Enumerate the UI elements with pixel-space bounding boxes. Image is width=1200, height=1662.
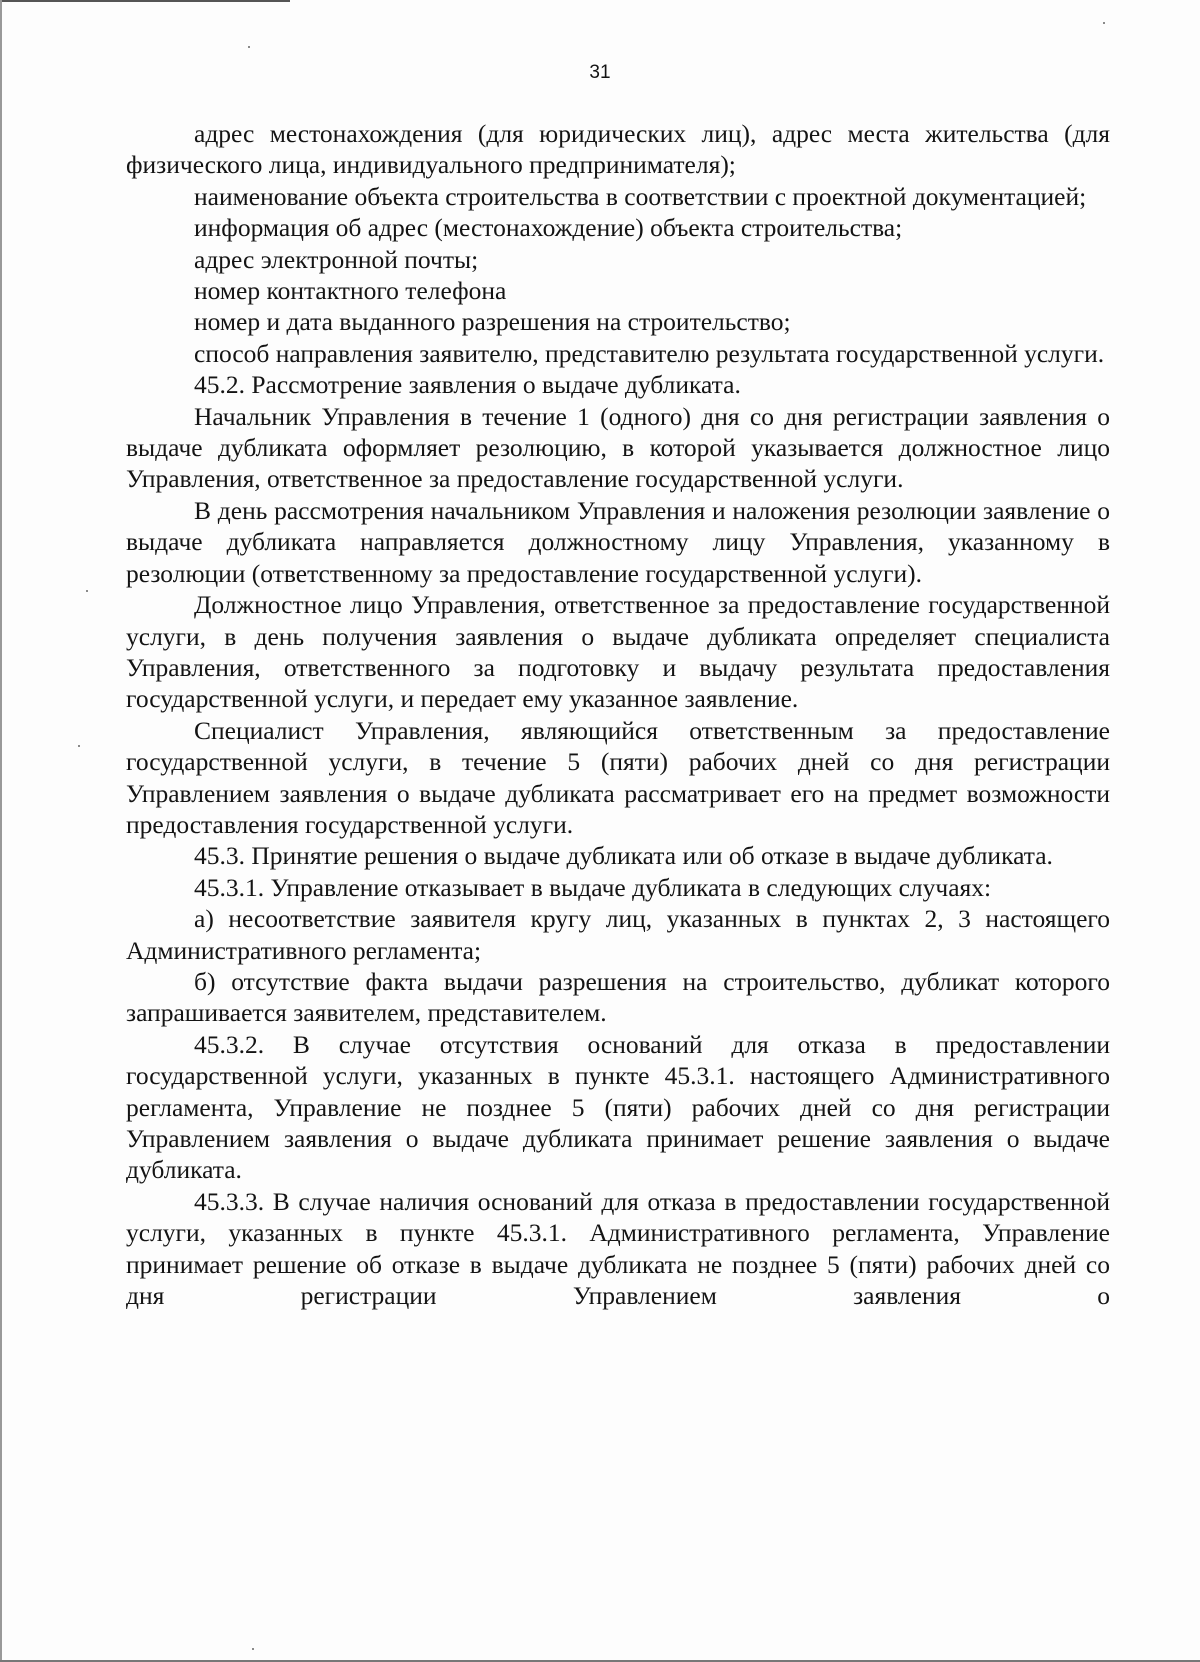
scan-speck [1103, 22, 1105, 24]
paragraph-head-resolution: Начальник Управления в течение 1 (одного) дня со дня регистрации заявления о выдаче дубликата оформляет резолюцию, в которой указывается должностное лицо Управления, ответственное за предоставление государственной услуги. [126, 401, 1110, 494]
page-number: 31 [589, 62, 611, 83]
paragraph-official-assigns: Должностное лицо Управления, ответственное за предоставление государственной услуги, в день получения заявления о выдаче дубликата определяет специалиста Управления, ответственного за подготовку и выдачу результата предоставления государственной услуги, и передает ему указанное заявление. [126, 590, 1110, 714]
paragraph-45-3-3: 45.3.3. В случае наличия оснований для отказа в предоставлении государственной услуги, указанных в пункте 45.3.1. Административного регламента, Управление принимает решение об отказе в выдаче дубликата не позднее 5 (пяти) рабочих дней со дня регистрации Управлением заявления о [126, 1186, 1110, 1311]
paragraph-permit-number: номер и дата выданного разрешения на строительство; [194, 307, 791, 337]
section-heading-45-3-1: 45.3.1. Управление отказывает в выдаче дубликата в следующих случаях: [194, 872, 992, 902]
scan-speck [78, 745, 80, 747]
paragraph-phone: номер контактного телефона [194, 276, 507, 306]
paragraph-45-3-2: 45.3.2. В случае отсутствия оснований для отказа в предоставлении государственной услуги, указанных в пункте 45.3.1. настоящего Административного регламента, Управление не позднее 5 (пяти) рабочих дней со дня регистрации Управлением заявления о выдаче дубликата принимает решение заявления о выдаче дубликата. [126, 1029, 1110, 1185]
section-heading-45-2: 45.2. Рассмотрение заявления о выдаче дубликата. [194, 370, 741, 400]
scan-speck [86, 590, 88, 592]
scan-speck [248, 46, 250, 48]
scan-edge-top [0, 0, 290, 2]
paragraph-email: адрес электронной почты; [194, 244, 479, 274]
scan-speck [252, 1648, 254, 1650]
list-item-b: б) отсутствие факта выдачи разрешения на строительство, дубликат которого запрашивается заявителем, представителем. [126, 966, 1110, 1028]
paragraph-address: адрес местонахождения (для юридических лиц), адрес места жительства (для физического лица, индивидуального предпринимателя); [126, 119, 1110, 180]
paragraph-review-day: В день рассмотрения начальником Управления и наложения резолюции заявление о выдаче дубликата направляется должностному лицу Управления, указанному в резолюции (ответственному за предоставление государственной услуги). [126, 495, 1110, 588]
paragraph-object-name: наименование объекта строительства в соответствии с проектной документацией; [194, 181, 1087, 211]
list-item-a: а) несоответствие заявителя кругу лиц, указанных в пунктах 2, 3 настоящего Административного регламента; [126, 904, 1110, 965]
paragraph-object-location: информация об адрес (местонахождение) объекта строительства; [194, 213, 903, 243]
paragraph-specialist-review: Специалист Управления, являющийся ответственным за предоставление государственной услуги, в течение 5 (пяти) рабочих дней со дня регистрации Управлением заявления о выдаче дубликата рассматривает его на предмет возможности предоставления государственной услуги. [126, 715, 1110, 839]
scan-edge-left [0, 0, 2, 1662]
section-heading-45-3: 45.3. Принятие решения о выдаче дубликата или об отказе в выдаче дубликата. [194, 841, 1053, 871]
document-body [126, 118, 1110, 1311]
paragraph-delivery-method: способ направления заявителю, представителю результата государственной услуги. [194, 338, 1105, 368]
